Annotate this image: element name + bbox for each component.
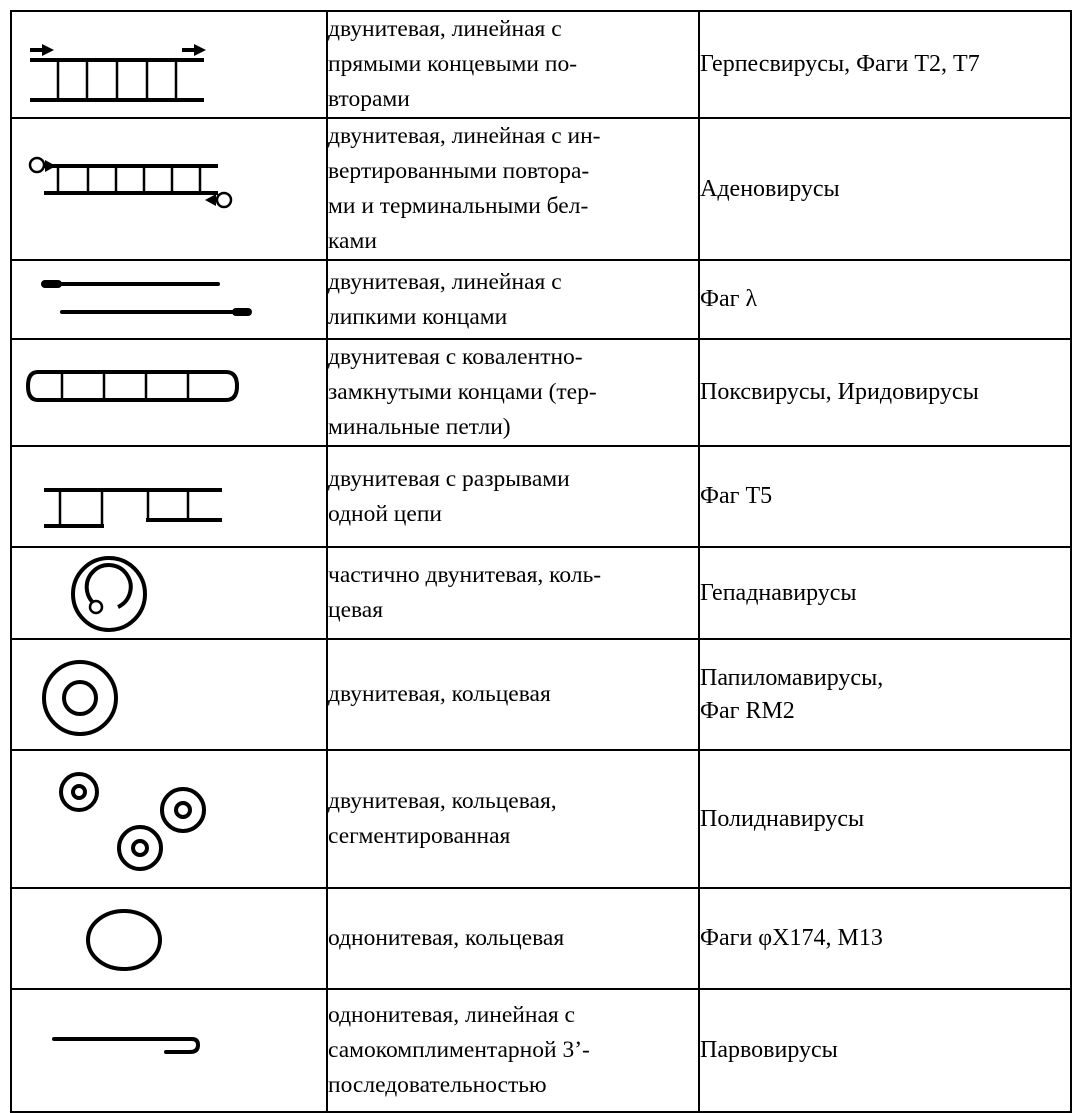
virus-name: Фаг RM2 — [700, 697, 795, 724]
description-cell — [327, 888, 699, 989]
description-cell — [327, 339, 699, 446]
virus-cell — [699, 339, 1071, 446]
linear-dsdna-sticky-ends-icon — [12, 262, 326, 337]
virus-cell — [699, 639, 1071, 750]
diagram-cell — [11, 639, 327, 750]
description-cell — [327, 118, 699, 260]
diagram-cell — [11, 547, 327, 639]
virus-name: Фаги φX174, M13 — [700, 925, 883, 951]
table-row — [11, 260, 1071, 339]
dsdna-single-strand-breaks-icon — [12, 448, 326, 545]
description-line: минальные петли) — [328, 414, 511, 440]
diagram-cell — [11, 750, 327, 888]
table-row — [11, 446, 1071, 547]
linear-dsdna-direct-repeats-icon — [12, 16, 326, 114]
linear-ssdna-self-complementary-3-end-icon — [12, 991, 326, 1110]
diagram-cell — [11, 339, 327, 446]
description-line: двунитевая, кольцевая, — [328, 788, 557, 814]
virus-name: Фаг λ — [700, 286, 758, 312]
table-row — [11, 11, 1071, 118]
description-line: однонитевая, линейная с — [328, 1002, 575, 1028]
virus-cell — [699, 888, 1071, 989]
description-line: двунитевая, кольцевая — [328, 681, 551, 707]
description-cell — [327, 446, 699, 547]
virus-cell — [699, 547, 1071, 639]
circular-dsdna-icon — [12, 641, 326, 748]
description-line: последовательностью — [328, 1072, 547, 1098]
description-line: двунитевая с ковалентно- — [328, 344, 583, 370]
virus-name: Гепаднавирусы — [700, 579, 857, 606]
description-line: прямыми концевыми по- — [328, 51, 578, 77]
description-cell — [327, 639, 699, 750]
virus-cell — [699, 446, 1071, 547]
diagram-cell — [11, 989, 327, 1112]
description-line: самокомплиментарной 3’- — [328, 1037, 590, 1063]
virus-cell — [699, 118, 1071, 260]
partially-dsdna-circular-icon — [12, 549, 326, 637]
diagram-cell — [11, 118, 327, 260]
description-line: вертированными повтора- — [328, 158, 590, 184]
description-line: замкнутыми концами (тер- — [328, 379, 597, 405]
table-row — [11, 989, 1071, 1112]
virus-cell — [699, 260, 1071, 339]
genome-types-table — [10, 10, 1072, 1113]
description-cell — [327, 260, 699, 339]
description-line: липкими концами — [328, 303, 508, 330]
virus-name: Парвовирусы — [700, 1037, 838, 1063]
virus-name: Герпесвирусы, Фаги Т2, Т7 — [700, 51, 980, 77]
description-cell — [327, 750, 699, 888]
description-line: частично двунитевая, коль- — [328, 562, 602, 588]
virus-name: Фаг Т5 — [700, 483, 773, 509]
description-line: двунитевая, линейная с — [328, 16, 562, 42]
description-cell — [327, 11, 699, 118]
circular-segmented-dsdna-icon — [12, 752, 326, 886]
table-row — [11, 639, 1071, 750]
description-line: ми и терминальными бел- — [328, 193, 589, 219]
description-cell — [327, 989, 699, 1112]
diagram-cell — [11, 888, 327, 989]
diagram-cell — [11, 260, 327, 339]
description-line: двунитевая, линейная с — [328, 268, 562, 295]
virus-name: Папиломавирусы, — [700, 664, 884, 691]
description-line: двунитевая, линейная с ин- — [328, 123, 601, 149]
description-line: ками — [328, 228, 377, 254]
virus-name: Полиднавирусы — [700, 805, 865, 832]
linear-dsdna-inverted-repeats-terminal-proteins-icon — [12, 123, 326, 256]
dsdna-covalently-closed-ends-icon — [12, 344, 326, 442]
description-line: однонитевая, кольцевая — [328, 925, 565, 951]
description-cell — [327, 547, 699, 639]
table-row — [11, 547, 1071, 639]
virus-cell — [699, 750, 1071, 888]
diagram-cell — [11, 446, 327, 547]
description-line: сегментированная — [328, 823, 511, 849]
virus-cell — [699, 11, 1071, 118]
diagram-cell — [11, 11, 327, 118]
description-line: одной цепи — [328, 500, 442, 527]
circular-ssdna-icon — [12, 890, 326, 987]
virus-name: Поксвирусы, Иридовирусы — [700, 379, 979, 405]
table-row — [11, 339, 1071, 446]
table-row — [11, 888, 1071, 989]
table-row — [11, 750, 1071, 888]
description-line: цевая — [328, 597, 384, 623]
table-row — [11, 118, 1071, 260]
virus-name: Аденовирусы — [700, 175, 840, 202]
virus-cell — [699, 989, 1071, 1112]
description-line: двунитевая с разрывами — [328, 465, 570, 492]
description-line: вторами — [328, 86, 410, 112]
